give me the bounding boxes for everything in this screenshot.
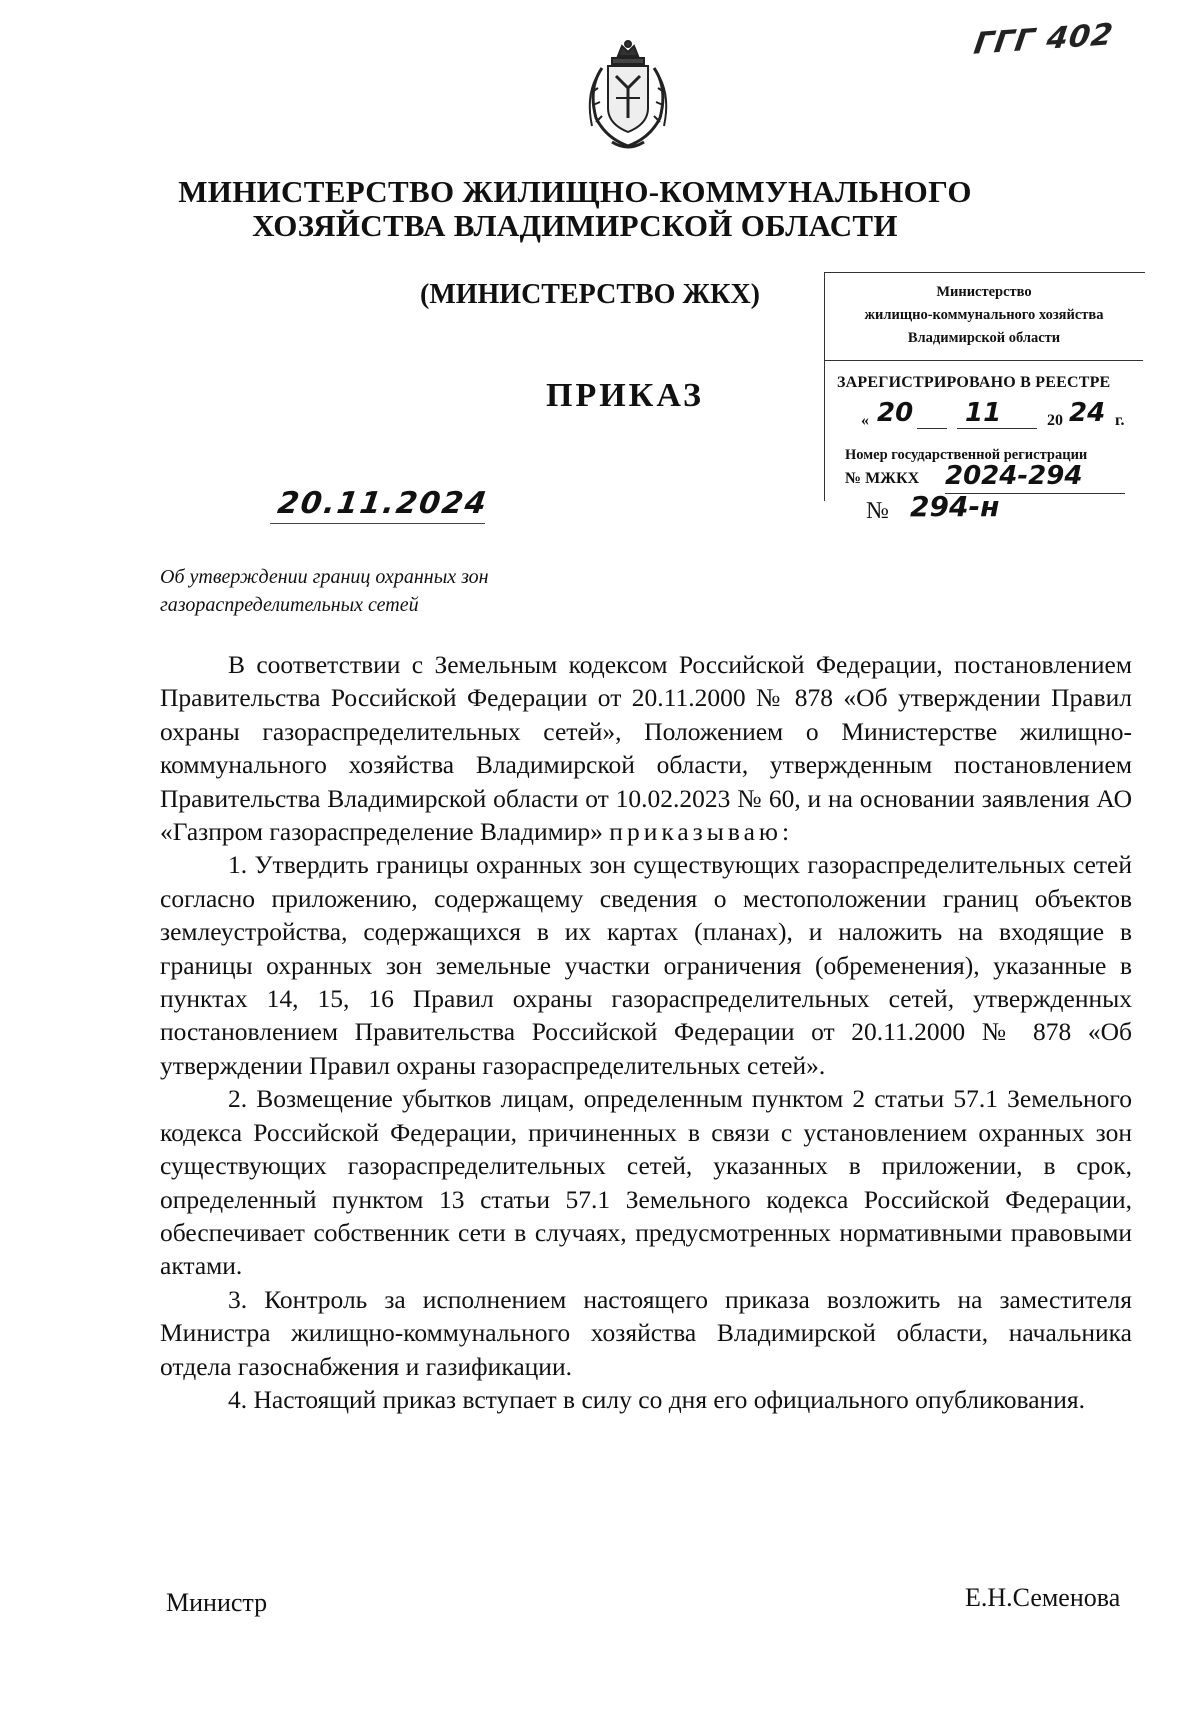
ministry-name-line1: МИНИСТЕРСТВО ЖИЛИЩНО-КОММУНАЛЬНОГО — [178, 174, 972, 209]
stamp-registration-date: « 20 11 20 24 г. — [861, 398, 1125, 429]
ministry-name-line2: ХОЗЯЙСТВА ВЛАДИМИРСКОЙ ОБЛАСТИ — [252, 208, 898, 243]
stamp-year-prefix: 20 — [1047, 412, 1063, 429]
stamp-reg-number-prefix: № МЖКХ — [845, 470, 920, 487]
body-item-2: 2. Возмещение убытков лицам, определенным пунктом 2 статьи 57.1 Земельного кодекса Российской Федерации, причиненных в связи с установлением охранных зон существующих газораспределительных сетей, указанных в приложении, в срок, определенный пунктом 13 статьи 57.1 Земельного кодекса Российской Федерации, обеспечивает собственник сети в случаях, предусмотренных нормативными правовыми актами. — [160, 1084, 1132, 1281]
body-item-4: 4. Настоящий приказ вступает в силу со дня его официального опубликования. — [228, 1384, 1085, 1414]
stamp-year-suffix: 24 — [1069, 398, 1106, 428]
stamp-org-line: жилищно-коммунального хозяйства — [864, 307, 1104, 323]
stamp-org-line: Министерство — [936, 284, 1032, 300]
stamp-registered-label: ЗАРЕГИСТРИРОВАНО В РЕЕСТРЕ — [837, 374, 1111, 391]
signatory-title: Министр — [166, 1588, 268, 1617]
stamp-day: 20 — [877, 398, 914, 428]
stamp-month: 11 — [965, 398, 1002, 428]
coat-of-arms-icon — [582, 38, 674, 154]
document-number-value: 294-н — [910, 490, 1000, 523]
stamp-year-unit: г. — [1115, 412, 1125, 429]
stamp-org-line: Владимирской области — [907, 330, 1061, 346]
orders-word: приказываю: — [609, 817, 794, 847]
handwritten-corner-note: ГГГ 402 — [971, 17, 1116, 62]
body-item-1: 1. Утвердить границы охранных зон существующих газораспределительных сетей согласно приложению, содержащему сведения о местоположении границ объектов землеустройства, содержащихся в их картах (планах), и наложить на входящие в границы охранных зон земельные участки ограничения (обременения), указанные в пунктах 14, 15, 16 Правил охраны газораспределительных сетей, утвержденных постановлением Правительства Российской Федерации от 20.11.2000 № 878 «Об утверждении Правил охраны газораспределительных сетей». — [160, 850, 1132, 1080]
document-subject — [160, 563, 620, 619]
ministry-short-name: (МИНИСТЕРСТВО ЖКХ) — [420, 279, 760, 310]
stamp-reg-number-value: 2024-294 — [945, 461, 1125, 494]
stamp-reg-number-label: Номер государственной регистрации — [845, 447, 1088, 463]
subject-line: Об утверждении границ охранных зон — [160, 566, 489, 588]
body-item-3: 3. Контроль за исполнением настоящего приказа возложить на заместителя Министра жилищно-коммунального хозяйства Владимирской области, начальника отдела газоснабжения и газификации. — [160, 1284, 1132, 1381]
date-underline — [270, 523, 485, 524]
document-number-prefix: № — [866, 498, 889, 524]
subject-line: газораспределительных сетей — [160, 594, 419, 616]
signatory-name: Е.Н.Семенова — [965, 1583, 1121, 1612]
document-body — [160, 648, 1132, 1416]
document-date: 20.11.2024 — [275, 486, 491, 521]
stamp-organization — [825, 281, 1143, 350]
stamp-divider — [825, 360, 1143, 361]
body-intro: В соответствии с Земельным кодексом Российской Федерации, постановлением Правительства Российской Федерации от 20.11.2000 № 878 «Об утверждении Правил охраны газораспределительных сетей», Положением о Министерстве жилищно-коммунального хозяйства Владимирской области, утвержденным постановлением Правительства Владимирской области от 10.02.2023 № 60, и на основании заявления АО «Газпром газораспределение Владимир» приказываю: — [160, 650, 1132, 847]
document-type-title: ПРИКАЗ — [546, 377, 704, 414]
registration-stamp — [824, 272, 1145, 501]
